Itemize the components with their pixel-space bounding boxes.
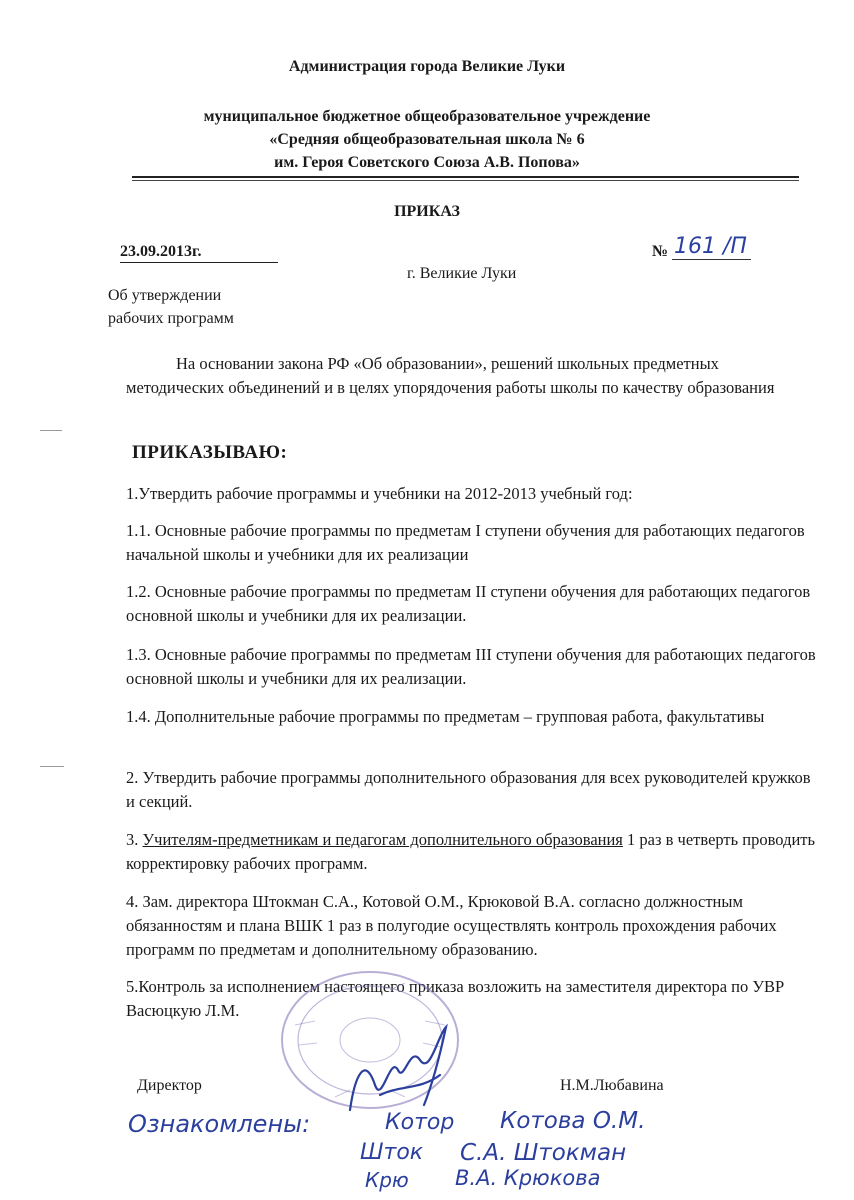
order-city: г. Великие Луки	[407, 265, 517, 282]
date-underline	[120, 262, 278, 263]
item-4: 4. Зам. директора Штокман С.А., Котовой О.М., Крюковой В.А. согласно должностным обязанностям и плана ВШК 1 раз в полугодие осуществлять контроль прохождения рабочих программ по предметам и дополнительному образованию.	[126, 892, 777, 959]
org-line-2: «Средняя общеобразовательная школа № 6	[269, 131, 585, 148]
org-line-1: муниципальное бюджетное общеобразовательное учреждение	[203, 108, 651, 125]
admin-title: Администрация города Великие Луки	[288, 58, 566, 75]
acquainted-name-2: С.А. Штокман	[460, 1140, 627, 1166]
acquainted-label: Ознакомлены:	[128, 1110, 311, 1138]
item-2: 2. Утвердить рабочие программы дополнительного образования для всех руководителей кружков и секций.	[126, 768, 811, 811]
order-date: 23.09.2013г.	[120, 243, 202, 260]
item-1-4: 1.4. Дополнительные рабочие программы по предметам – групповая работа, факультативы	[126, 707, 765, 726]
acquainted-name-1: Котова О.М.	[500, 1108, 646, 1134]
director-signature-icon	[320, 1015, 470, 1125]
preamble: На основании закона РФ «Об образовании», решений школьных предметных методических объединений и в целях упорядочения работы школы по качеству образования	[126, 354, 775, 397]
order-number-value: 161 /П	[672, 234, 751, 260]
item-3-rest: 1 раз в четверть проводить корректировку рабочих программ.	[126, 830, 816, 873]
org-line-3: им. Героя Советского Союза А.В. Попова»	[274, 154, 580, 171]
scan-artifact	[40, 766, 64, 767]
command-heading: ПРИКАЗЫВАЮ:	[132, 442, 288, 463]
item-3-underlined: Учителям-предметникам и педагогам дополнительного образования	[142, 830, 623, 849]
item-5: 5.Контроль за исполнением настоящего приказа возложить на заместителя директора по УВР Васюцкую Л.М.	[126, 977, 785, 1020]
signature-role: Директор	[137, 1077, 202, 1094]
acquainted-name-3: В.А. Крюкова	[455, 1166, 601, 1190]
item-1: 1.Утвердить рабочие программы и учебники на 2012-2013 учебный год:	[126, 484, 633, 503]
header-rule-thick	[132, 176, 799, 178]
signature-2: Шток	[360, 1140, 424, 1165]
order-title: ПРИКАЗ	[394, 203, 460, 220]
subject-line-2: рабочих программ	[108, 310, 234, 327]
header-rule-thin	[132, 180, 799, 181]
item-1-2: 1.2. Основные рабочие программы по предметам II ступени обучения для работающих педагогов основной школы и учебники для их реализации.	[126, 582, 811, 625]
scan-artifact	[40, 430, 62, 431]
item-3	[126, 828, 816, 876]
item-3-prefix: 3.	[126, 830, 143, 849]
subject-line-1: Об утверждении	[108, 287, 222, 304]
item-1-3: 1.3. Основные рабочие программы по предметам III ступени обучения для работающих педагогов основной школы и учебники для их реализации.	[126, 645, 816, 688]
order-number-label: №	[652, 243, 669, 260]
signature-1: Котор	[385, 1110, 455, 1135]
item-1-1: 1.1. Основные рабочие программы по предметам I ступени обучения для работающих педагогов начальной школы и учебники для их реализации	[126, 521, 805, 564]
signature-name: Н.М.Любавина	[560, 1077, 664, 1094]
signature-3: Крю	[365, 1168, 409, 1192]
